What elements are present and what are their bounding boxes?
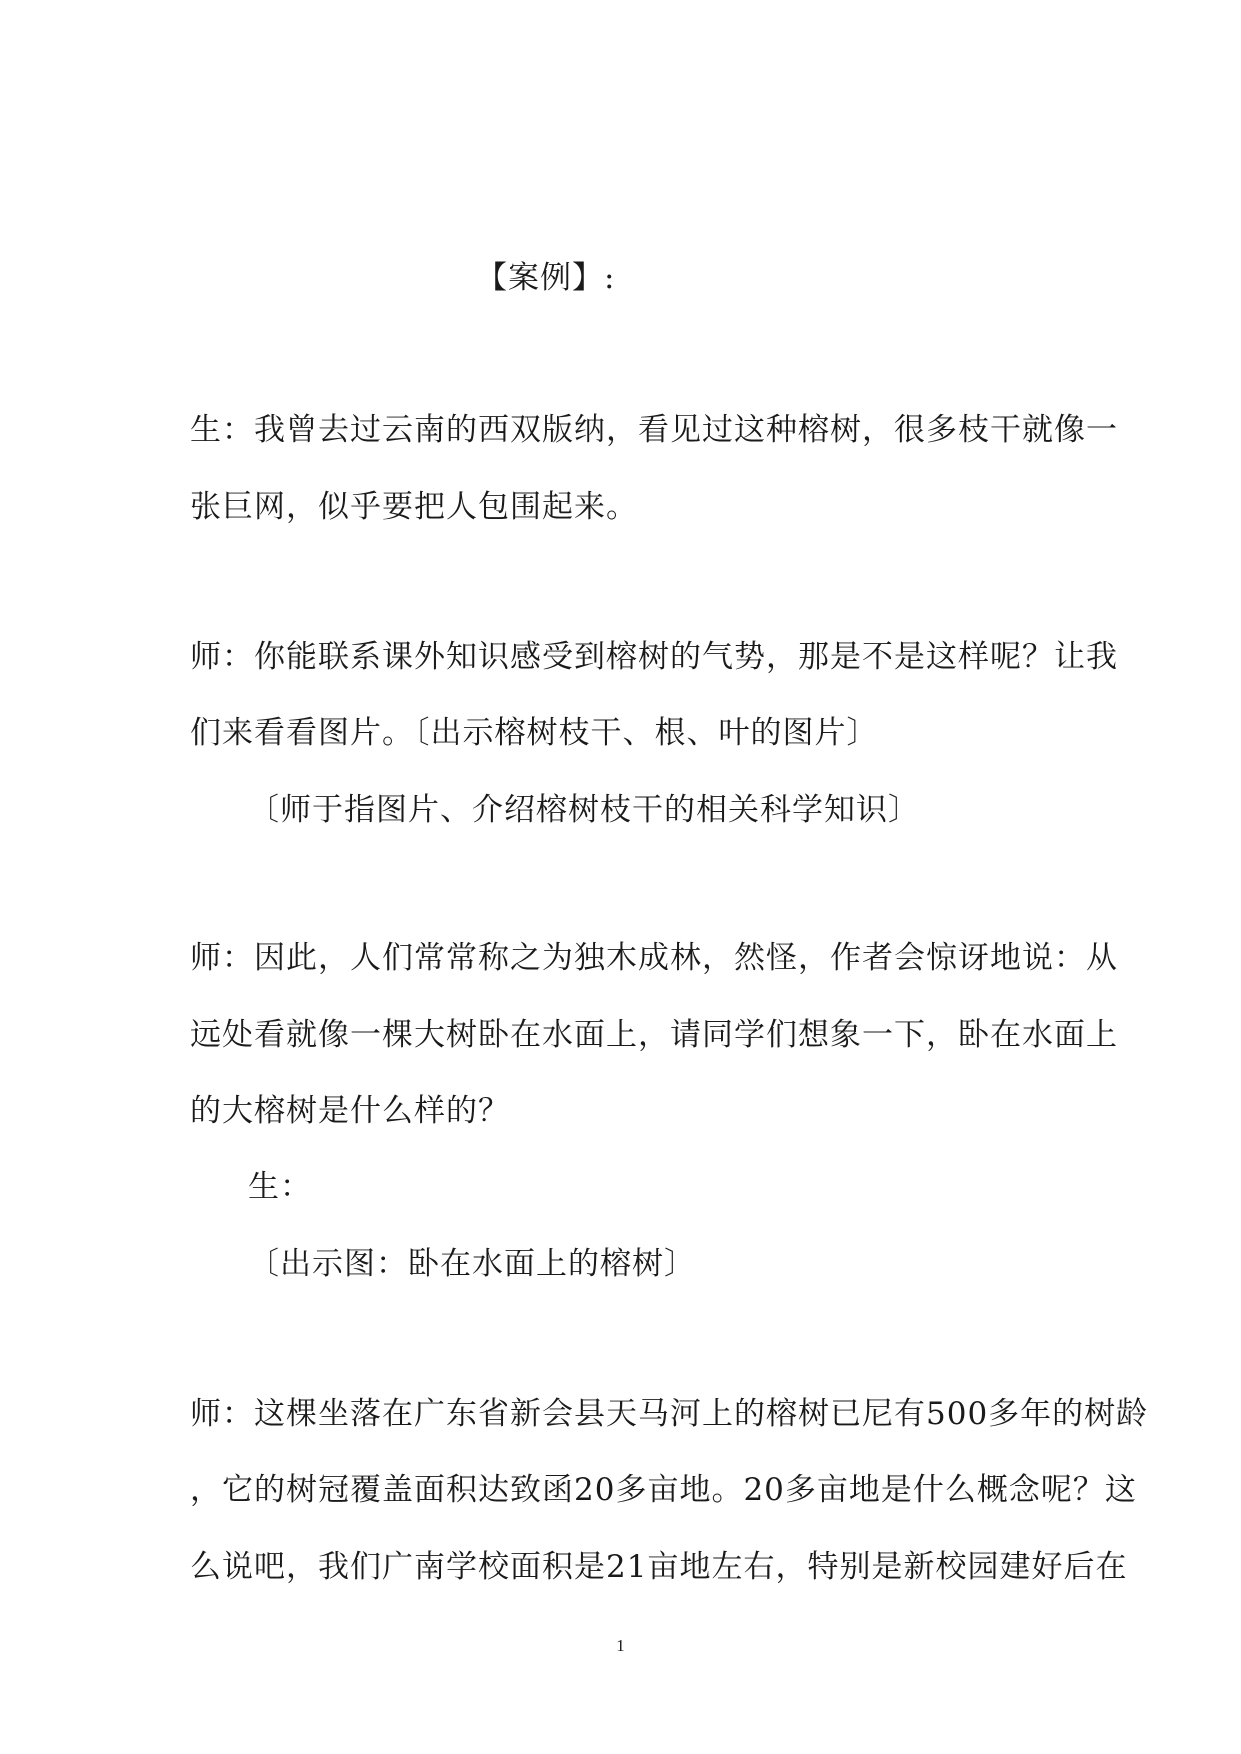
paragraph-line: 〔出示图：卧在水面上的榕树〕 [248,1246,696,1282]
paragraph-line: 生： [248,1169,312,1205]
paragraph-line: ，它的树冠覆盖面积达致函20多亩地。20多亩地是什么概念呢？这 [190,1472,1137,1508]
paragraph-line: 远处看就像一棵大树卧在水面上，请同学们想象一下，卧在水面上 [190,1017,1118,1053]
paragraph-line: 张巨网，似乎要把人包围起来。 [190,489,638,525]
paragraph-line: 师：你能联系课外知识感受到榕树的气势，那是不是这样呢？让我 [190,639,1118,675]
paragraph-line: 师：这棵坐落在广东省新会县天马河上的榕树已尼有500多年的树龄 [190,1396,1149,1432]
paragraph-line: 的大榕树是什么样的？ [190,1093,510,1129]
paragraph-line: 生：我曾去过云南的西双版纳，看见过这种榕树，很多枝干就像一 [190,412,1118,448]
case-heading: 【案例】: [476,260,616,296]
paragraph-line: 们来看看图片。〔出示榕树枝干、根、叶的图片〕 [190,715,879,751]
paragraph-line: 师：因此，人们常常称之为独木成林，然怪，作者会惊讶地说：从 [190,940,1118,976]
paragraph-line: 〔师于指图片、介绍榕树枝干的相关科学知识〕 [248,792,920,828]
page-number: 1 [616,1636,625,1655]
paragraph-line: 么说吧，我们广南学校面积是21亩地左右，特别是新校园建好后在 [190,1549,1128,1585]
